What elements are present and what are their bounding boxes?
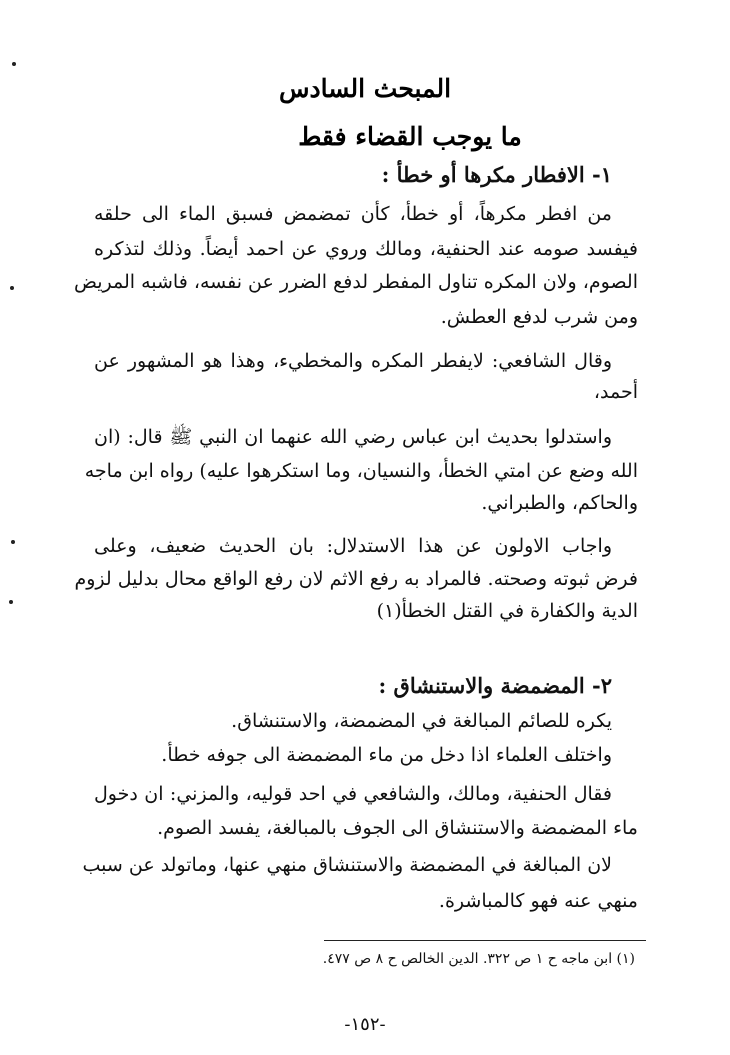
text-line: الدية والكفارة في القتل الخطأ(١) bbox=[376, 600, 638, 622]
text-line: أحمد، bbox=[593, 381, 638, 403]
text-line: الصوم، ولان المكره تناول المفطر لدفع الضرر عن نفسه، فاشبه المريض bbox=[73, 271, 638, 293]
text-line: وقال الشافعي: لايفطر المكره والمخطيء، وهذا هو المشهور عن bbox=[94, 350, 612, 372]
footnote: (١) ابن ماجه ح ١ ص ٣٢٢. الدين الخالص ح ٨ ص ٤٧٧. bbox=[322, 951, 635, 967]
text-line: واختلف العلماء اذا دخل من ماء المضمضة الى جوفه خطأ. bbox=[161, 744, 612, 766]
subject-title: ما يوجب القضاء فقط bbox=[298, 122, 522, 151]
scan-speck bbox=[10, 286, 14, 290]
scan-speck bbox=[11, 540, 15, 544]
text-line: من افطر مكرهاً، أو خطأ، كأن تمضمض فسبق الماء الى حلقه bbox=[94, 203, 612, 225]
text-line: ومن شرب لدفع العطش. bbox=[440, 306, 638, 328]
text-line: الله وضع عن امتي الخطأ، والنسيان، وما استكرهوا عليه) رواه ابن ماجه bbox=[84, 460, 638, 482]
scan-speck bbox=[12, 62, 16, 66]
section-title: المبحث السادس bbox=[278, 74, 452, 103]
text-line: ماء المضمضة والاستنشاق الى الجوف بالمبالغة، يفسد الصوم. bbox=[157, 817, 638, 839]
text-line: واستدلوا بحديث ابن عباس رضي الله عنهما ان النبي ﷺ قال: (ان bbox=[94, 426, 612, 448]
text-line: فرض ثبوته وصحته. فالمراد به رفع الاثم لان رفع الواقع محال بدليل لزوم bbox=[74, 568, 638, 590]
heading-rinsing-and-sniffing: ٢- المضمضة والاستنشاق : bbox=[378, 673, 612, 698]
text-line: منهي عنه فهو كالمباشرة. bbox=[438, 890, 638, 912]
text-line: يكره للصائم المبالغة في المضمضة، والاستنشاق. bbox=[231, 710, 612, 732]
footnote-separator bbox=[324, 940, 646, 941]
text-line: واجاب الاولون عن هذا الاستدلال: بان الحديث ضعيف، وعلى bbox=[94, 535, 612, 557]
heading-forced-or-mistaken-breaking: ١- الافطار مكرها أو خطأ : bbox=[381, 162, 612, 187]
text-line: والحاكم، والطبراني. bbox=[481, 492, 638, 514]
page-number: -١٥٢- bbox=[344, 1014, 386, 1035]
text-line: فقال الحنفية، ومالك، والشافعي في احد قوليه، والمزني: ان دخول bbox=[94, 783, 612, 805]
scan-speck bbox=[9, 600, 13, 604]
text-line: لان المبالغة في المضمضة والاستنشاق منهي عنها، وماتولد عن سبب bbox=[82, 854, 612, 876]
text-line: فيفسد صومه عند الحنفية، ومالك وروي عن احمد أيضاً. وذلك لتذكره bbox=[94, 238, 638, 260]
